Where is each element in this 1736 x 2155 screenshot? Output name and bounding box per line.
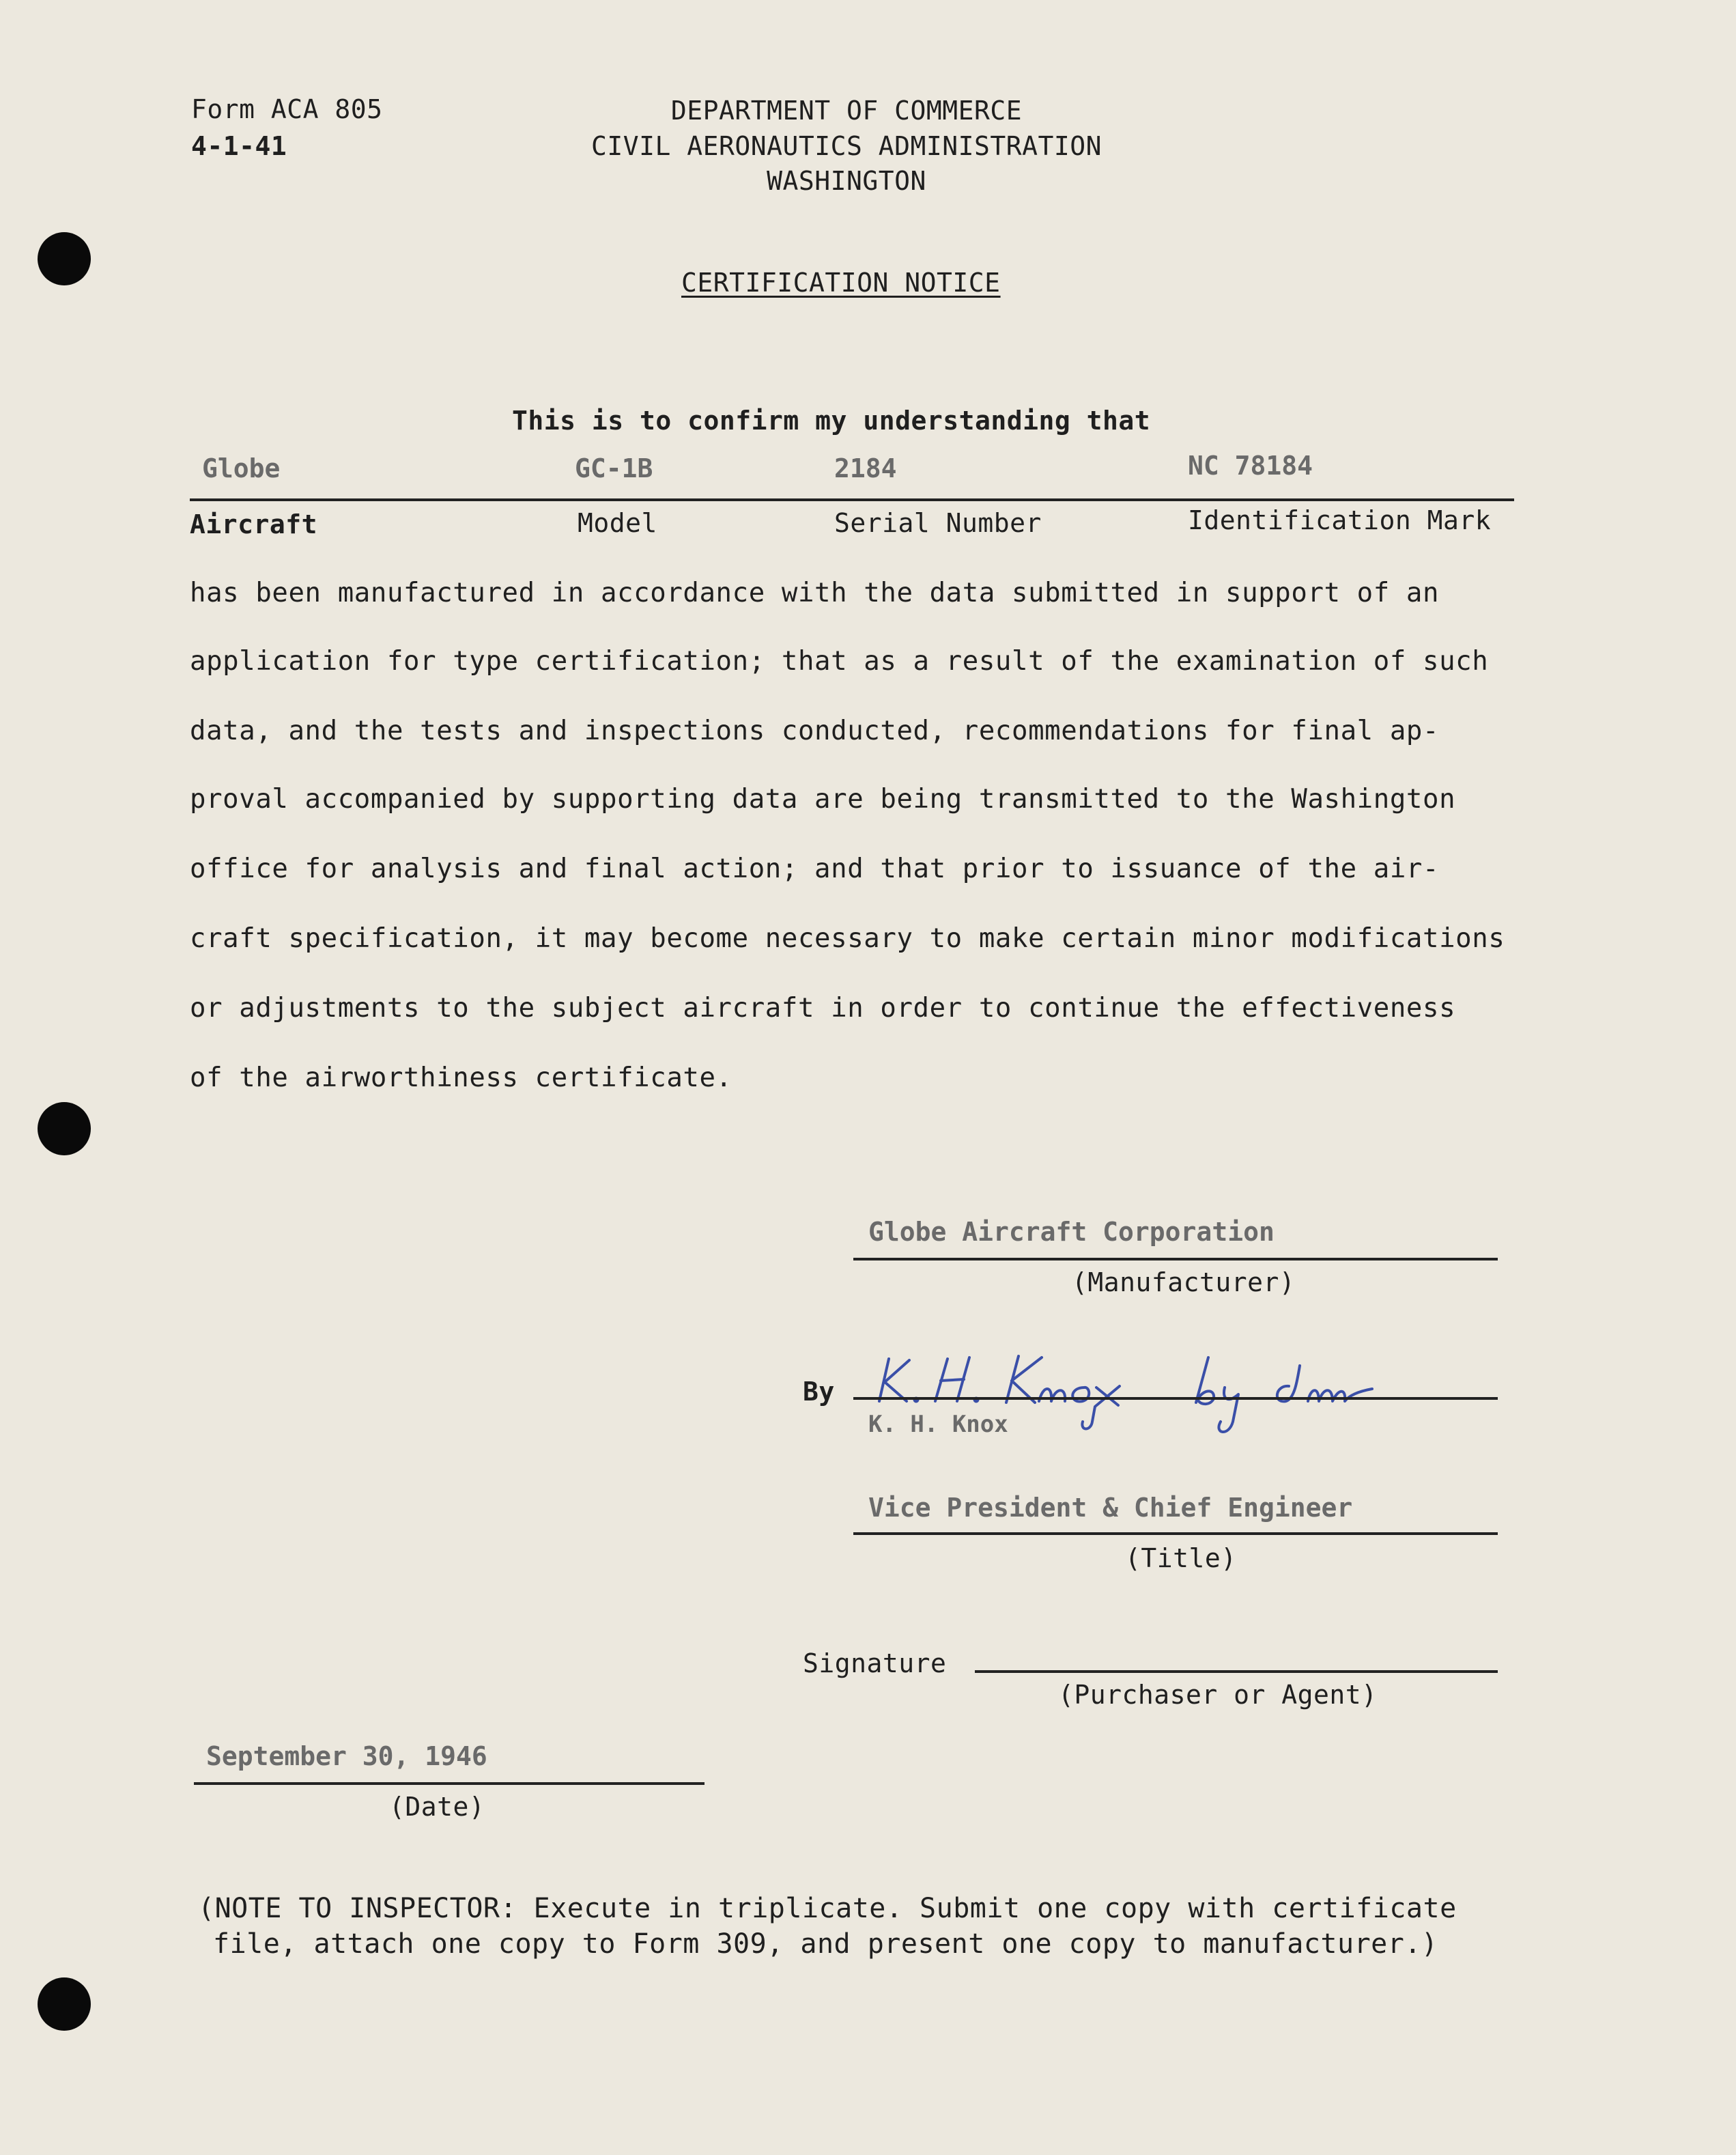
title-value: Vice President & Chief Engineer xyxy=(868,1493,1353,1523)
serial-label: Serial Number xyxy=(834,508,1042,538)
ident-value: NC 78184 xyxy=(1188,451,1313,481)
body-line: craft specification, it may become necessary to make certain minor modifications xyxy=(190,923,1505,954)
body-line: of the airworthiness certificate. xyxy=(190,1062,732,1093)
date-value: September 30, 1946 xyxy=(206,1741,487,1771)
title-label: (Title) xyxy=(1125,1543,1237,1573)
ident-label: Identification Mark xyxy=(1188,505,1492,535)
manufacturer-rule xyxy=(853,1258,1498,1260)
punch-hole-bottom xyxy=(38,1977,91,2031)
model-label: Model xyxy=(578,508,657,538)
body-line: has been manufactured in accordance with the data submitted in support of an xyxy=(190,578,1440,608)
page-title: CERTIFICATION NOTICE xyxy=(681,268,1001,298)
body-line: data, and the tests and inspections conducted, recommendations for final ap- xyxy=(190,716,1440,746)
signature-rule xyxy=(853,1397,1498,1400)
manufacturer-value: Globe Aircraft Corporation xyxy=(868,1217,1275,1247)
intro-text: This is to confirm my understanding that xyxy=(512,406,1151,436)
aircraft-rule xyxy=(190,498,1514,501)
aircraft-value: Globe xyxy=(202,453,281,483)
header-line-3: WASHINGTON xyxy=(767,166,926,196)
header-line-1: DEPARTMENT OF COMMERCE xyxy=(670,96,1023,126)
typed-name: K. H. Knox xyxy=(868,1411,1008,1438)
note-line-2: file, attach one copy to Form 309, and present one copy to manufacturer.) xyxy=(213,1928,1438,1960)
punch-hole-top xyxy=(38,232,91,285)
punch-hole-middle xyxy=(38,1102,91,1155)
date-rule xyxy=(194,1782,705,1785)
title-rule xyxy=(853,1532,1498,1535)
date-label: (Date) xyxy=(389,1792,485,1822)
body-line: proval accompanied by supporting data are being transmitted to the Washington xyxy=(190,784,1456,815)
signature-label: Signature xyxy=(803,1648,947,1678)
body-line: or adjustments to the subject aircraft in order to continue the effectiveness xyxy=(190,993,1456,1024)
purchaser-signature-line[interactable] xyxy=(975,1670,1498,1673)
form-date: 4-1-41 xyxy=(191,131,287,161)
header-line-2: CIVIL AERONAUTICS ADMINISTRATION xyxy=(590,131,1102,161)
form-number: Form ACA 805 xyxy=(191,94,383,124)
by-label: By xyxy=(803,1377,835,1407)
manufacturer-label: (Manufacturer) xyxy=(1072,1267,1296,1297)
body-line: application for type certification; that as a result of the examination of such xyxy=(190,646,1489,677)
purchaser-caption: (Purchaser or Agent) xyxy=(1058,1680,1378,1710)
aircraft-label: Aircraft xyxy=(190,509,318,539)
serial-value: 2184 xyxy=(834,453,897,483)
model-value: GC-1B xyxy=(575,453,653,483)
note-line-1: (NOTE TO INSPECTOR: Execute in triplicate. Submit one copy with certificate xyxy=(198,1893,1457,1924)
body-line: office for analysis and final action; and that prior to issuance of the air- xyxy=(190,854,1440,884)
